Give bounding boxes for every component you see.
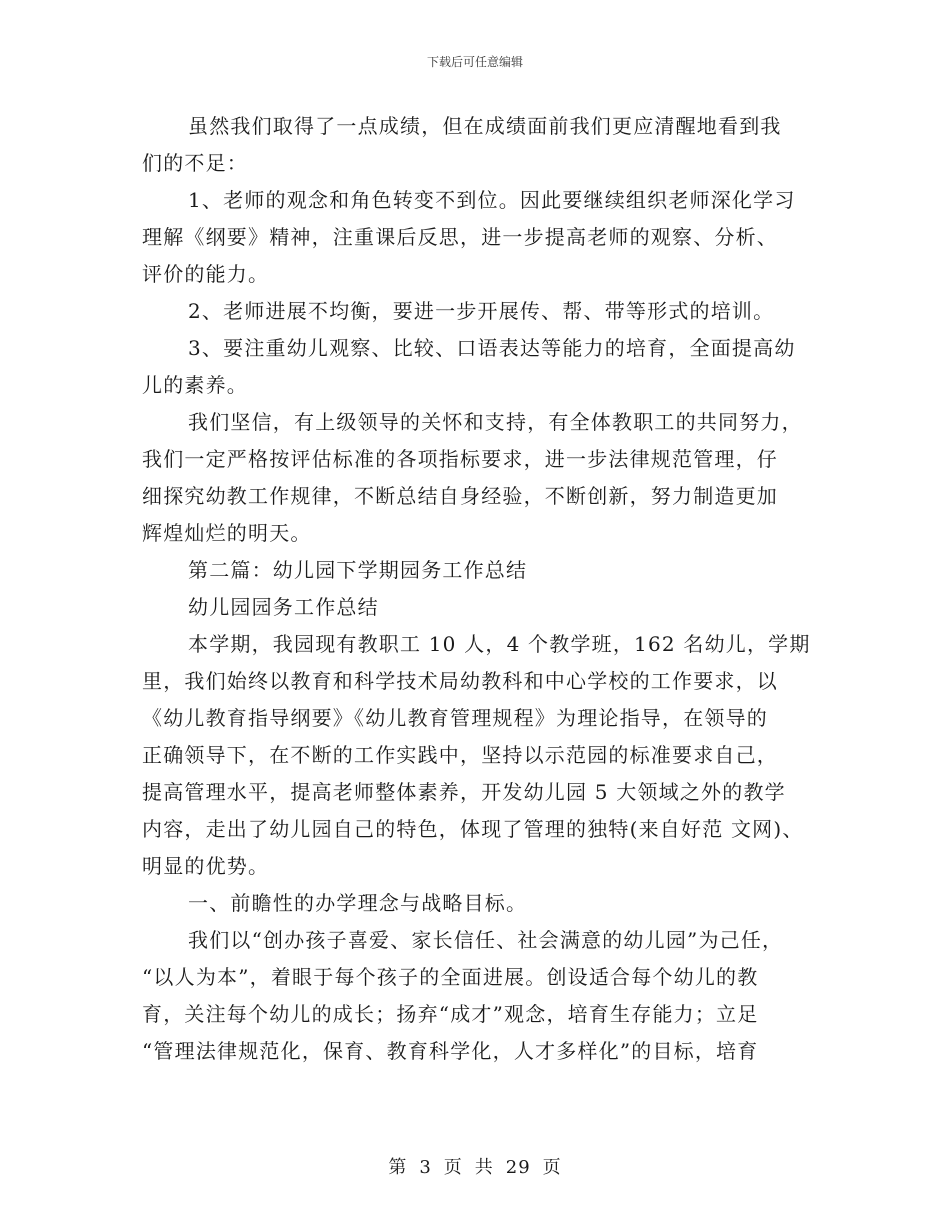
paragraph-line: 育，关注每个幼儿的成长；扬弃“成才”观念，培育生存能力；立足 [142,1002,759,1026]
paragraph-line: “以人为本”，着眼于每个孩子的全面进展。创设适合每个幼儿的教 [142,965,759,989]
footer-total-word: 共 [474,1157,494,1178]
paragraph-line: 我们坚信，有上级领导的关怀和支持，有全体教职工的共同努力， [188,410,803,434]
paragraph-line: 本学期，我园现有教职工 10 人，4 个教学班，162 名幼儿，学期 [188,632,811,656]
footer-page-word: 第 [388,1157,408,1178]
paragraph-line: 里，我们始终以教育和科学技术局幼教科和中心学校的工作要求，以 [142,669,778,693]
paragraph-line: 我们一定严格按评估标准的各项指标要求，进一步法律规范管理，仔 [142,447,778,471]
paragraph-line: “管理法律规范化，保育、教育科学化，人才多样化”的目标，培育 [142,1039,759,1063]
page-footer [0,1153,950,1179]
paragraph-line: 我们以“创办孩子喜爱、家长信任、社会满意的幼儿园”为己任， [188,928,784,952]
header-note: 下载后可任意编辑 [426,55,523,69]
paragraph-line: 3、要注重幼儿观察、比较、口语表达等能力的培育，全面提高幼 [188,336,796,360]
paragraph-line: 细探究幼教工作规律，不断总结自身经验，不断创新，努力制造更加 [142,484,778,508]
total-pages-number: 29 [505,1157,531,1178]
current-page-number: 3 [419,1157,432,1178]
section-heading: 一、前瞻性的办学理念与战略目标。 [188,891,528,915]
sub-heading: 幼儿园园务工作总结 [188,595,379,619]
paragraph-line: 理解《纲要》精神，注重课后反思，进一步提高老师的观察、分析、 [142,225,778,249]
paragraph-line: 评价的能力。 [142,262,270,286]
paragraph-line: 虽然我们取得了一点成绩，但在成绩面前我们更应清醒地看到我 [188,114,782,138]
paragraph-line: 辉煌灿烂的明天。 [142,521,312,545]
document-body [142,108,822,1070]
paragraph-line: 提高管理水平，提高老师整体素养，开发幼儿园 5 大领域之外的教学 [142,780,786,804]
paragraph-line: 明显的优势。 [142,854,270,878]
paragraph-line: 1、老师的观念和角色转变不到位。因此要继续组织老师深化学习 [188,188,796,212]
paragraph-line: 正确领导下，在不断的工作实践中，坚持以示范园的标准要求自己， [142,743,778,767]
paragraph-line: 2、老师进展不均衡，要进一步开展传、帮、带等形式的培训。 [188,299,775,323]
footer-page-unit: 页 [443,1157,463,1178]
paragraph-line: 们的不足： [142,151,248,175]
footer-total-unit: 页 [542,1157,562,1178]
paragraph-line: 儿的素养。 [142,373,248,397]
section-heading: 第二篇：幼儿园下学期园务工作总结 [188,558,528,582]
paragraph-line: 《幼儿教育指导纲要》《幼儿教育管理规程》为理论指导，在领导的 [142,706,768,730]
paragraph-line: 内容，走出了幼儿园自己的特色，体现了管理的独特(来自好范 文网)、 [142,817,804,841]
